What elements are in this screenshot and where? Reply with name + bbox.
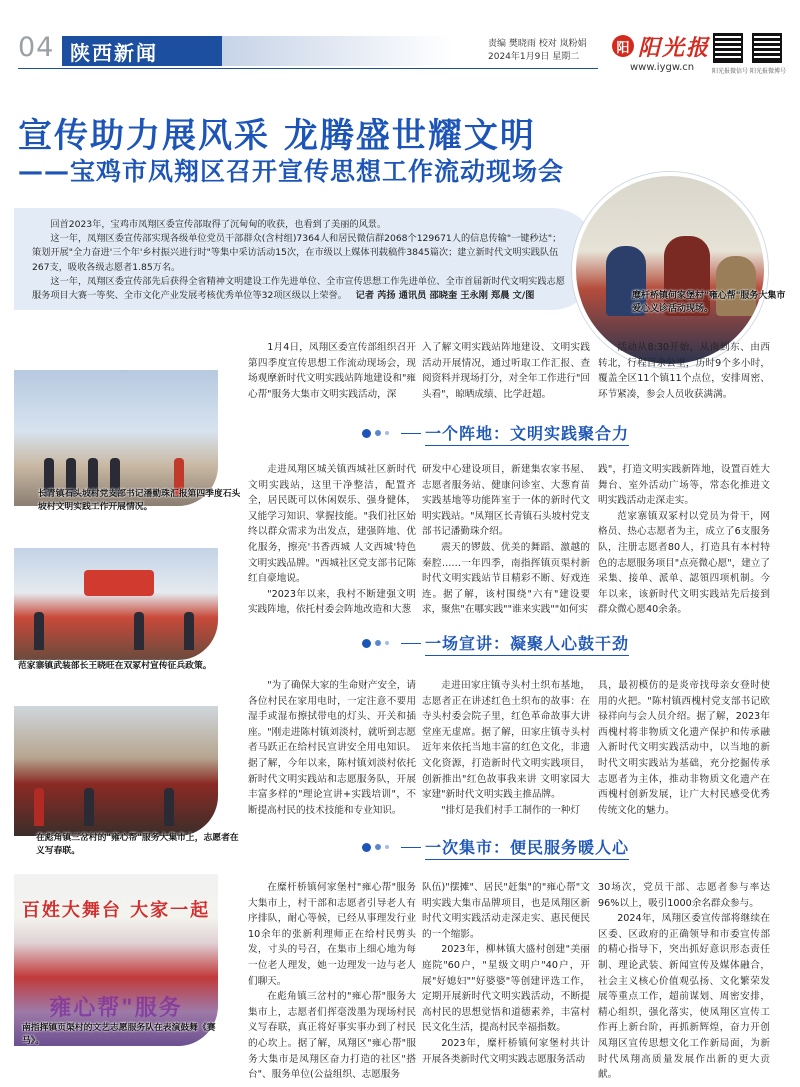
intro-paragraph: 这一年，凤翔区委宣传部实现各级单位党员干部群众(含村组)7364人和居民微信群2068个129671人的信息传输"一键秒达"；策划开展"全力奋进'三个年'乡村振兴进行时"等集中采访活动15次，在市级以上媒体刊载稿件3845篇次；建立新时代文明实践队伍267支，吸收各级志愿者1.85万名。 <box>32 233 562 273</box>
photo-figure <box>184 612 194 650</box>
photo-meeting-outdoor <box>14 370 218 506</box>
body-paragraph: 具，最初模仿的是炎帝找母亲女登时使用的火把。"陈村镇西槐村党支部书记欧禄祥向与会人员介绍。据了解，2023年西槐村将非物质文化遗产保护和传承融入新时代文明实践活动中，以当地的新时代文明实践站为基础，充分挖掘传承志愿者为主体，推动非物质文化遗产在西槐村创新发展，让广大村民感受优秀传统文化的魅力。 <box>598 680 770 816</box>
section-heading <box>362 630 629 656</box>
body-column <box>598 462 770 618</box>
qr-code-icon <box>713 33 743 63</box>
page-number: 04 <box>18 32 55 63</box>
qr-caption: 阳光报微博号 <box>750 68 787 75</box>
subheadline: ——宝鸡市凤翔区召开宣传思想工作流动现场会 <box>18 157 565 186</box>
photo-drum-performance <box>14 874 218 1046</box>
section-dots-icon <box>362 429 393 438</box>
photo-caption: 范家寨镇武装部长王晓旺在双冢村宣传征兵政策。 <box>18 661 212 671</box>
body-column <box>598 678 770 818</box>
body-paragraph: 活动从8:30开始，从南到东、由西转北，行程百余公里，历时9个多小时，覆盖全区11个镇11个点位，安排周密、环节紧凑，参会人员收获满满。 <box>598 342 770 400</box>
body-column <box>598 880 770 1083</box>
body-paragraph: 2023年，糜杆桥镇何家堡村共计开展各类新时代文明实践志愿服务活动 <box>422 1037 590 1065</box>
body-paragraph: 震天的锣鼓、优美的舞蹈、激越的秦腔……一年四季，南指挥镇页渠村新时代文明实践站节目精彩不断、好戏连连。据了解，该村围绕"六有"建设要求，聚焦"在哪实践""谁来实践""如何实 <box>422 541 590 616</box>
body-paragraph: "为了确保大家的生命财产安全，请各位村民在家用电时，一定注意不要用湿手或湿布擦拭带电的灯头、开关和插座。"刚走进陈村镇刘淡村，就听到志愿者马跃正在给村民宣讲安全用电知识。据了解，今年以来，陈村镇刘淡村依托新时代文明实践站和志愿服务队，开展丰富多样的"理论宣讲+实践培训"，不断提高村民的技术技能和专业知识。 <box>248 680 416 816</box>
header-rule <box>18 68 598 69</box>
body-column <box>422 340 590 402</box>
editor-info <box>488 38 587 64</box>
photo-banner <box>84 570 154 596</box>
body-paragraph: "排灯是我们村手工制作的一种灯 <box>441 804 580 816</box>
section-heading <box>362 420 629 446</box>
qr-caption: 阳光报微信号 <box>712 68 749 75</box>
body-paragraph: 在糜杆桥镇何家堡村"雍心帮"服务大集市上，村干部和志愿者引导老人有序排队，耐心等候，已经从事理发行业10余年的张新利理师正在给村民剪头发，寸头的号召，在集市上细心地为每一位老人理发，她一边理发一边与老人们聊天。 <box>248 882 416 987</box>
intro-paragraph <box>32 275 570 303</box>
body-paragraph: 范家寨镇双冢村以党员为骨干，网格员、热心志愿者为主，成立了6支服务队，注册志愿者80人，打造具有本村特色的志愿服务项目"点亮微心愿"，建立了采集、接单、派单、認領四项机制。今年以来，该新时代文明实践站先后接到群众微心愿40余条。 <box>598 510 770 616</box>
intro-box <box>14 208 596 310</box>
section-rule <box>401 433 421 434</box>
body-paragraph: 入了解文明实践站阵地建设、文明实践活动开展情况，通过听取工作汇报、查阅资料并现场打分，对全年工作进行"回头看"，晾晒成绩、比学赶超。 <box>422 342 590 400</box>
body-column <box>248 462 416 618</box>
logo-seal-icon: 阳 <box>612 35 634 57</box>
body-paragraph: 2024年，凤翔区委宣传部将继续在区委、区政府的正确领导和市委宣传部的精心指导下，突出抓好意识形态责任制、理论武装、新闻宣传及媒体融合，社会主义核心价值观弘扬、文化繁荣发展等重点工作，超前谋划、周密安排，精心组织，强化落实，使凤翔区宣传工作再上新台阶，再抓新辉煌，奋力开创凤翔区宣传思想文化工作新局面，为新时代凤翔高质量发展作出新的更大贡献。 <box>598 913 770 1081</box>
photo-figure <box>34 788 44 826</box>
photo-caption: 南指挥镇页渠村的文艺志愿服务队在表演鼓舞《赛马》。 <box>22 1023 216 1046</box>
section-rule <box>401 847 421 848</box>
body-paragraph: 2023年，柳林镇大盛村创建"美丽庭院"60户，"星级文明户"40户，开展"好媳妇""好婆婆"等创建评选工作，定期开展新时代文明实践活动，不断提高村民的思想觉悟和道德素养，丰富村民文化生活，提高村民幸福指数。 <box>422 944 590 1034</box>
photo-medical-clinic <box>572 172 768 368</box>
editors-line: 责编 樊晓雨 校对 岚粉娟 <box>488 39 587 49</box>
body-paragraph: 30场次，党员干部、志愿者参与率达96%以上，吸引1000余名群众参与。 <box>598 882 770 909</box>
body-paragraph: 研发中心建设项目，新建集农家书屋、志愿者服务站、健康问诊室、大葱育苗实践基地等功能阵室于一体的新时代文明实践站。"凤翔区长青镇石头坡村党支部书记潘勤珠介绍。 <box>422 464 590 538</box>
section-rule <box>401 643 421 644</box>
body-column <box>422 678 590 818</box>
photo-recruitment-stall <box>14 548 218 660</box>
body-column <box>248 880 416 1083</box>
photo-caption: 糜杆桥镇何家堡村"雍心帮"服务大集市爱心义诊活动现场。 <box>632 291 786 314</box>
qr-code-icon <box>752 33 782 63</box>
intro-paragraph-text: 这一年，凤翔区委宣传部先后获得全省精神文明建设工作先进单位、全市宣传思想工作先进单位、全市首届新时代文明实践志愿服务项目大赛一等奖、全市文化产业发展考核优秀单位等32项区级以上荣誉。 <box>32 275 565 302</box>
intro-paragraph: 回首2023年，宝鸡市凤翔区委宣传部取得了沉甸甸的收获，也看到了美丽的风景。 <box>50 219 387 230</box>
photo-stage-sign: 雍心帮"服务 <box>49 996 183 1021</box>
section-title: 一场宣讲：凝聚人心鼓干劲 <box>425 631 629 656</box>
body-paragraph: 1月4日，凤翔区委宣传部组织召开第四季度宣传思想工作流动现场会，现场观摩新时代文明实践站阵地建设和"雍心帮"服务大集市文明实践活动，深 <box>248 342 416 400</box>
body-paragraph: "2023年以来，我村不断建强文明实践阵地，依托村委会阵地改造和大葱 <box>248 588 416 616</box>
logo-text: 阳光报 <box>638 34 711 61</box>
site-url[interactable]: www.iygw.cn <box>630 62 695 73</box>
body-column <box>248 340 416 402</box>
headline: 宣传助力展风采 龙腾盛世耀文明 <box>18 116 536 156</box>
section-title: 一次集市：便民服务暖人心 <box>425 835 629 860</box>
body-column <box>422 462 590 618</box>
newspaper-logo <box>612 32 712 60</box>
section-dots-icon <box>362 843 393 852</box>
body-paragraph: 队伍)"摆摊"、居民"赶集"的"雍心帮"文明实践大集市品牌项目，也是凤翔区新时代文明实践活动走深走实、惠民便民的一个缩影。 <box>422 882 590 940</box>
body-column <box>598 340 770 402</box>
section-title: 一个阵地：文明实践聚合力 <box>425 421 629 446</box>
photo-stage-sign: 百姓大舞台 大家一起 <box>21 900 211 921</box>
masthead <box>0 0 800 86</box>
body-paragraph: 在彪角镇三岔村的"雍心帮"服务大集市上，志愿者们挥毫泼墨为现场村民义写春联，真正将好事实事办到了村民的心坎上。据了解，凤翔区"雍心帮"服务大集市是凤翔区奋力打造的社区"搭台"、服务单位(公益组织、志愿服务 <box>248 991 416 1081</box>
photo-caption: 长青镇石头坡村党支部书记潘勤珠汇报第四季度石头坡村文明实践工作开展情况。 <box>38 489 241 512</box>
section-band <box>222 36 452 66</box>
body-paragraph: 走进凤翔区城关镇西城社区新时代文明实践站，这里干净整洁，配置齐全，居民既可以休闲娱乐、强身健体，又能学习知识、掌握技能。"我们社区始终以群众需求为出发点，建强阵地、优化服务，擦亮'书香西城 人文西城'特色文明实践品牌。"西城社区党支部书记陈红自豪地说。 <box>248 464 416 585</box>
body-paragraph: 践"，打造文明实践新阵地，设置百姓大舞台、室外活动广场等，常态化推进文明实践活动走深走实。 <box>598 464 770 507</box>
photo-couplet-writing <box>14 706 218 836</box>
photo-caption: 在彪角镇三岔村的"雍心帮"服务大集市上，志愿者在义写春联。 <box>36 833 239 856</box>
section-name: 陕西新闻 <box>62 36 222 66</box>
section-dots-icon <box>362 639 393 648</box>
photo-figure <box>164 788 174 826</box>
photo-figure <box>34 612 44 650</box>
photo-figure <box>84 788 94 826</box>
photo-figure <box>134 612 144 650</box>
issue-date: 2024年1月9日 星期二 <box>488 52 580 62</box>
section-heading <box>362 834 629 860</box>
body-column <box>422 880 590 1067</box>
body-column <box>248 678 416 818</box>
body-paragraph: 走进田家庄镇寺头村土织布基地，志愿者正在讲述红色土织布的故事：在寺头村委会院子里，红色革命故事大讲堂座无虚席。据了解，田家庄镇寺头村近年来依托当地丰富的红色文化，非遗文化资源，打造新时代文明实践项目，创新推出"红色故事我来讲 文明家园大家建"新时代文明实践主推品牌。 <box>422 680 590 801</box>
byline: 记者 芮扬 通讯员 邵晓奎 王永刚 郑晨 文/图 <box>355 290 535 302</box>
